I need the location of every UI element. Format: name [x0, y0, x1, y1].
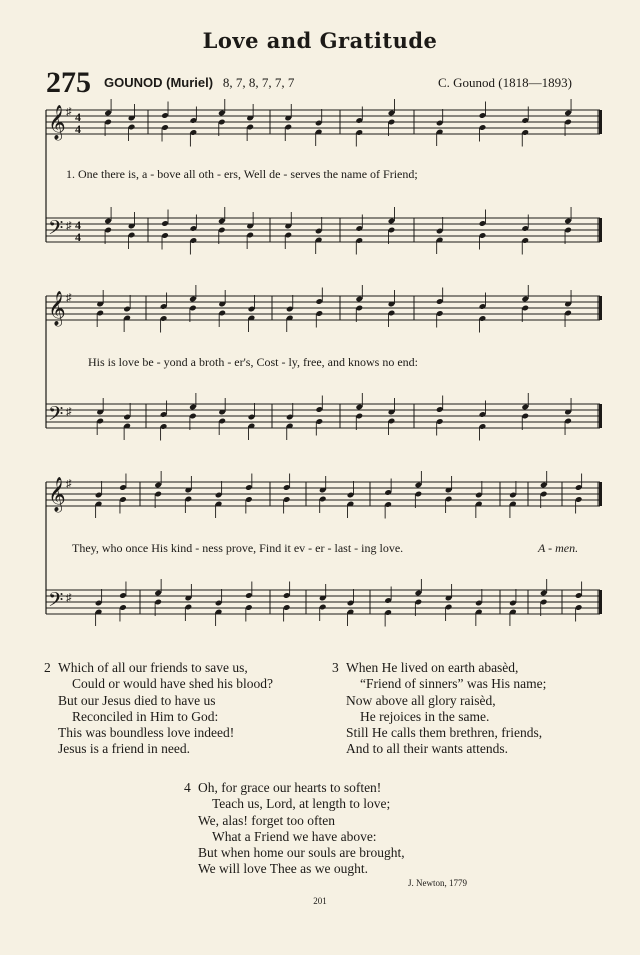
verse-line: Which of all our friends to save us, [58, 660, 248, 675]
page-number: 201 [313, 896, 327, 906]
composer: C. Gounod (1818—1893) [438, 75, 572, 90]
tune-name: GOUNOD (Muriel) [104, 75, 214, 90]
final-barline [599, 296, 602, 320]
sharp-sign: ♯ [66, 220, 72, 232]
final-barline [599, 218, 602, 242]
verse-number: 4 [184, 780, 191, 795]
final-barline [599, 590, 602, 614]
time-signature-top: 4 [75, 110, 81, 124]
verse-line: And to all their wants attends. [346, 741, 508, 757]
final-barline [599, 404, 602, 428]
time-signature-top: 4 [75, 218, 81, 232]
author-credit: J. Newton, 1779 [408, 878, 467, 888]
verse-line: Oh, for grace our hearts to soften! [198, 780, 382, 795]
verse-line: Reconciled in Him to God: [72, 708, 219, 724]
final-barline [599, 110, 602, 134]
lyric-line-1: 1. One there is, a - bove all oth - ers, Well de - serves the name of Friend; [66, 167, 418, 181]
verse-line: He rejoices in the same. [360, 708, 490, 724]
sharp-sign: ♯ [66, 592, 72, 604]
verse-4 [184, 780, 405, 878]
bass-clef: 𝄢 [48, 216, 64, 244]
verse-number: 3 [332, 660, 339, 675]
final-barline [599, 482, 602, 506]
treble-clef: 𝄞 [48, 105, 66, 140]
verse-3 [332, 660, 546, 758]
verse-line: Still He calls them brethren, friends, [346, 725, 543, 741]
bass-clef: 𝄢 [48, 588, 64, 616]
treble-clef: 𝄞 [48, 477, 66, 512]
verse-line: “Friend of sinners” was His name; [360, 676, 547, 692]
verse-line: We will love Thee as we ought. [198, 861, 368, 877]
verse-number: 2 [44, 660, 51, 675]
bass-clef: 𝄢 [48, 402, 64, 430]
meter: 8, 7, 8, 7, 7, 7 [222, 75, 295, 90]
verse-line: Teach us, Lord, at length to love; [212, 796, 391, 812]
lyric-line-3: They, who once His kind - ness prove, Find it ev - er - last - ing love. [72, 541, 404, 555]
time-signature-bottom: 4 [75, 230, 81, 244]
verse-2 [44, 660, 273, 758]
verse-line: We, alas! forget too often [198, 812, 335, 828]
hymn-title: Love and Gratitude [202, 28, 438, 53]
verse-line: Jesus is a friend in need. [58, 741, 190, 757]
verse-line: Could or would have shed his blood? [72, 676, 273, 692]
sharp-sign: ♯ [66, 106, 72, 118]
verse-line: What a Friend we have above: [212, 828, 377, 844]
lyric-line-2: His is love be - yond a broth - er's, Cost - ly, free, and knows no end: [88, 355, 418, 369]
sharp-sign: ♯ [66, 292, 72, 304]
verse-line: When He lived on earth abasèd, [346, 660, 519, 675]
amen-lyric: A - men. [538, 541, 579, 555]
verse-line: But when home our souls are brought, [198, 845, 405, 861]
time-signature-bottom: 4 [75, 122, 81, 136]
sharp-sign: ♯ [66, 406, 72, 418]
treble-clef: 𝄞 [48, 291, 66, 326]
verse-line: But our Jesus died to have us [58, 692, 216, 708]
verse-line: Now above all glory raisèd, [346, 692, 496, 708]
hymn-number: 275 [46, 66, 91, 99]
verse-line: This was boundless love indeed! [58, 725, 235, 741]
sharp-sign: ♯ [66, 478, 72, 490]
